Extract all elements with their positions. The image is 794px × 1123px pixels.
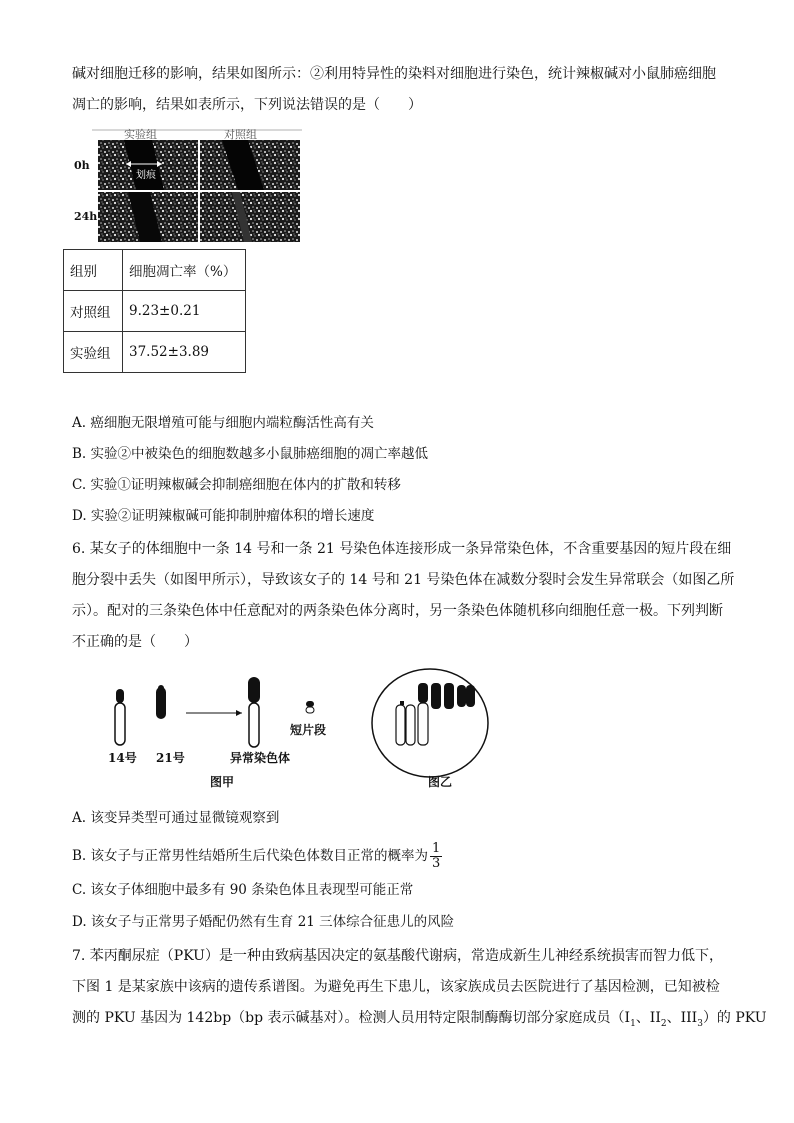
subscript: 3 [697,1018,703,1029]
table-cell: 9.23±0.21 [123,291,246,332]
q5-option-a: A. 癌细胞无限增殖可能与细胞内端粒酶活性高有关 [72,415,374,431]
q6-line-3: 示）。配对的三条染色体中任意配对的两条染色体分离时，另一条染色体随机移向细胞任意一极。下列判断 [72,603,723,619]
label-21: 21号 [156,751,185,765]
q5-option-b: B. 实验②中被染色的细胞数越多小鼠肺癌细胞的凋亡率越低 [72,446,429,462]
q6-option-a: A. 该变异类型可通过显微镜观察到 [72,810,280,826]
q5-option-d: D. 实验②证明辣椒碱可能抑制肿瘤体积的增长速度 [72,508,375,524]
photo-row-24h: 24h [74,210,98,223]
q7-line-3-text: 、III [666,1010,698,1026]
table-row [64,332,246,373]
intro-line-1: 碱对细胞迁移的影响，结果如图所示：②利用特异性的染料对细胞进行染色，统计辣椒碱对小鼠肺癌细胞 [72,66,716,82]
table-row [64,291,246,332]
q6-option-b-text: B. 该女子与正常男性结婚所生后代染色体数目正常的概率为 [72,848,429,864]
caption-figure-b: 图乙 [428,775,453,789]
q7-line-3 [72,1008,767,1034]
fraction-denominator: 3 [432,856,441,871]
subscript: 2 [660,1018,667,1029]
q7-line-3-text: ）的 PKU [702,1010,767,1026]
q6-option-c: C. 该女子体细胞中最多有 90 条染色体且表现型可能正常 [72,882,414,898]
fraction-numerator: 1 [432,841,441,856]
q7-line-3-text: 、II [635,1010,661,1026]
photo-row-0h: 0h [74,159,90,172]
scratch-assay-photo [72,126,302,244]
table-header-row [64,250,246,291]
q7-line-2: 下图 1 是某家族中该病的遗传系谱图。为避免再生下患儿，该家族成员去医院进行了基因检测，已知被检 [72,979,720,995]
q7-line-3-text: 测的 PKU 基因为 142bp（bp 表示碱基对）。检测人员用特定限制酶酶切部分家庭成员（I [72,1010,631,1026]
table-header-cell: 组别 [64,250,123,291]
q5-option-c: C. 实验①证明辣椒碱会抑制癌细胞在体内的扩散和转移 [72,477,401,493]
fraction [430,842,442,871]
apoptosis-table [63,249,246,373]
q7-line-1: 7. 苯丙酮尿症（PKU）是一种由致病基因决定的氨基酸代谢病，常造成新生儿神经系统损害而智力低下， [72,948,723,964]
q6-line-4: 不正确的是（ ） [72,634,198,650]
caption-figure-a: 图甲 [210,775,235,789]
q6-option-d: D. 该女子与正常男子婚配仍然有生育 21 三体综合征患儿的风险 [72,914,455,930]
photo-col-control: 对照组 [224,128,257,141]
chromosome-figure [100,665,500,795]
subscript: 1 [630,1018,636,1029]
q6-line-1: 6. 某女子的体细胞中一条 14 号和一条 21 号染色体连接形成一条异常染色体，不含重要基因的短片段在细 [72,541,732,557]
intro-line-2: 凋亡的影响，结果如表所示，下列说法错误的是（ ） [72,97,422,113]
scratch-assay-image [72,126,302,244]
table-cell: 对照组 [64,291,123,332]
table-cell: 37.52±3.89 [123,332,246,373]
label-fragment: 短片段 [290,723,327,737]
q6-line-2: 胞分裂中丢失（如图甲所示），导致该女子的 14 号和 21 号染色体在减数分裂时会发生异常联会（如图乙所 [72,572,735,588]
table-header-cell: 细胞凋亡率（%） [123,250,246,291]
photo-col-experimental: 实验组 [124,128,157,141]
label-14: 14号 [108,751,137,765]
label-abnormal-chromosome: 异常染色体 [230,751,291,765]
q6-option-b [72,842,442,871]
table-cell: 实验组 [64,332,123,373]
scratch-label: 划痕 [136,170,156,181]
